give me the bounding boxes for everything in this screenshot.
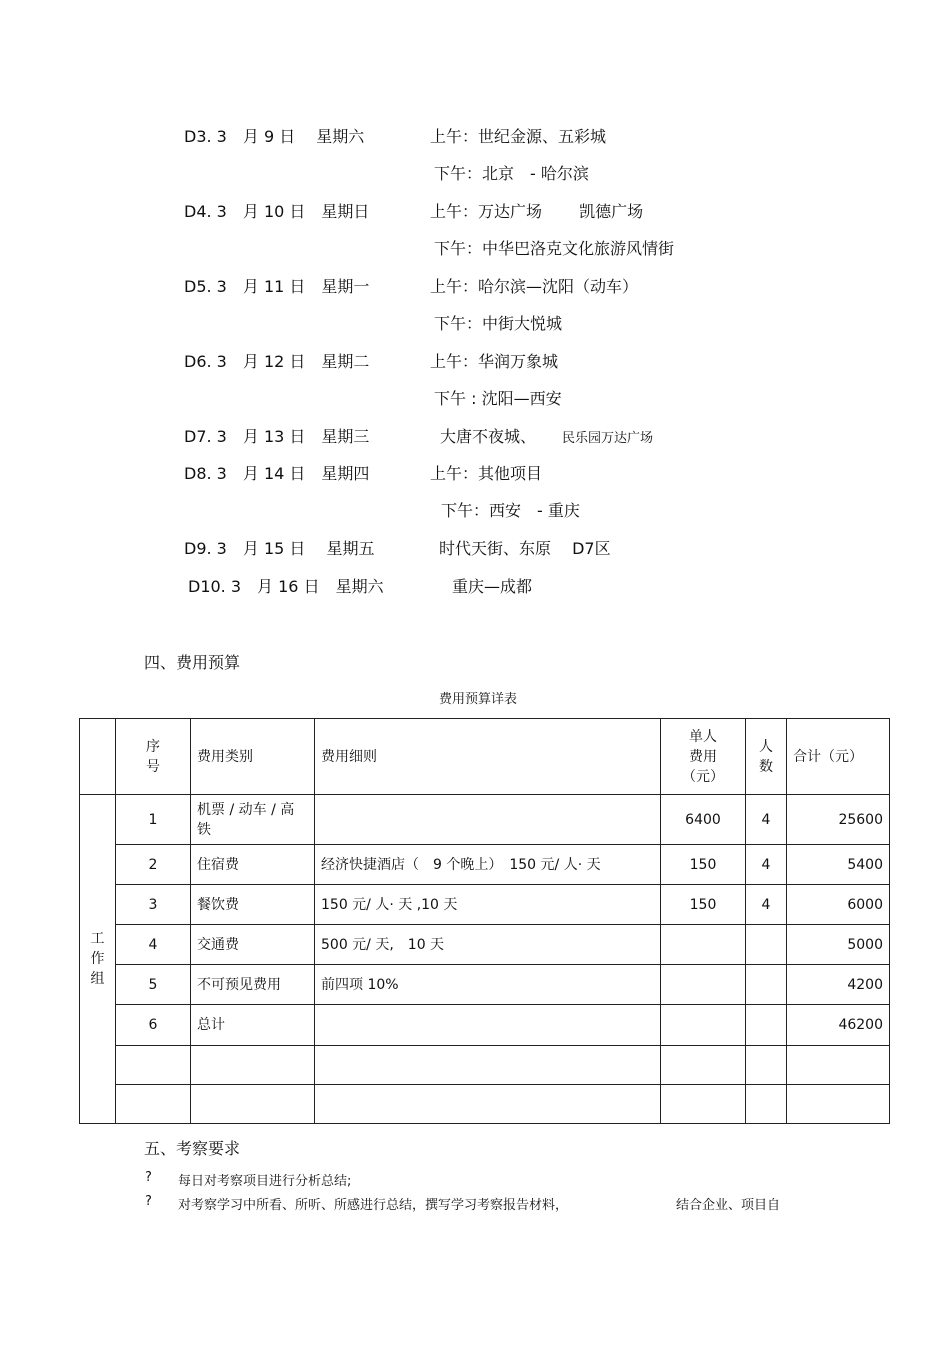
- empty-cell: [116, 1085, 191, 1124]
- cell-detail: [315, 795, 661, 845]
- cell-detail: [315, 1005, 661, 1046]
- table-row: [80, 925, 890, 965]
- cell-detail: 500 元/ 天, 10 天: [315, 925, 661, 965]
- itinerary-day: D7. 3 月 13 日 星期三: [184, 427, 370, 446]
- cell-unit-cost: [661, 1005, 746, 1046]
- cell-headcount: [746, 1005, 787, 1046]
- itinerary-day: D10. 3 月 16 日 星期六: [188, 577, 384, 596]
- table-row: [80, 1005, 890, 1046]
- empty-cell: [116, 1046, 191, 1085]
- header-detail: 费用细则: [315, 719, 661, 795]
- cell-category: 交通费: [191, 925, 315, 965]
- table-header-row: [80, 719, 890, 795]
- itinerary-day: D9. 3 月 15 日 星期五: [184, 539, 375, 558]
- itinerary-activity: 下午：中华巴洛克文化旅游风情街: [434, 239, 675, 258]
- itinerary-day: D3. 3 月 9 日 星期六: [184, 127, 365, 146]
- cell-detail: 前四项 10%: [315, 965, 661, 1005]
- cell-unit-cost: 150: [661, 885, 746, 925]
- cell-seq: 3: [116, 885, 191, 925]
- cell-total: 6000: [787, 885, 890, 925]
- cell-category: 总计: [191, 1005, 315, 1046]
- table-row: [80, 885, 890, 925]
- empty-cell: [787, 1046, 890, 1085]
- cell-unit-cost: 150: [661, 845, 746, 885]
- itinerary-activity: 民乐园万达广场: [562, 431, 654, 446]
- itinerary-day: D4. 3 月 10 日 星期日: [184, 202, 370, 221]
- cell-headcount: 4: [746, 885, 787, 925]
- cell-total: 4200: [787, 965, 890, 1005]
- bullet-mark: ?: [145, 1194, 152, 1209]
- empty-cell: [191, 1085, 315, 1124]
- empty-cell: [787, 1085, 890, 1124]
- itinerary-activity: 重庆—成都: [452, 577, 533, 596]
- cell-headcount: 4: [746, 845, 787, 885]
- header-unit-cost: 单人 费用 （元）: [661, 719, 746, 795]
- cell-unit-cost: 6400: [661, 795, 746, 845]
- header-blank-cell: [80, 719, 116, 795]
- cell-seq: 6: [116, 1005, 191, 1046]
- empty-cell: [661, 1085, 746, 1124]
- cell-seq: 1: [116, 795, 191, 845]
- section-title-budget: 四、费用预算: [144, 653, 241, 672]
- empty-cell: [191, 1046, 315, 1085]
- cell-detail: 经济快捷酒店（ 9 个晚上） 150 元/ 人· 天: [315, 845, 661, 885]
- cell-category: 餐饮费: [191, 885, 315, 925]
- table-row: [80, 965, 890, 1005]
- itinerary-activity: 时代天街、东原 D7区: [439, 539, 611, 558]
- bullet-text: 对考察学习中所看、所听、所感进行总结，撰写学习考察报告材料，: [178, 1198, 569, 1213]
- cell-unit-cost: [661, 965, 746, 1005]
- itinerary-day: D6. 3 月 12 日 星期二: [184, 352, 370, 371]
- itinerary-activity: 上午：其他项目: [430, 464, 543, 483]
- itinerary-activity: 下午 : 沈阳—西安: [434, 389, 562, 408]
- cell-category: 机票 / 动车 / 高 铁: [191, 795, 315, 845]
- bullet-mark: ?: [145, 1170, 152, 1185]
- cell-unit-cost: [661, 925, 746, 965]
- empty-cell: [315, 1085, 661, 1124]
- itinerary-activity: 下午：中街大悦城: [434, 314, 563, 333]
- header-seq: 序 号: [116, 719, 191, 795]
- group-label: 工 作 组: [80, 795, 116, 1124]
- itinerary-activity: 上午：哈尔滨—沈阳（动车）: [430, 277, 639, 296]
- empty-cell: [746, 1085, 787, 1124]
- table-row-empty: [80, 1046, 890, 1085]
- cell-headcount: [746, 965, 787, 1005]
- itinerary-day: D5. 3 月 11 日 星期一: [184, 277, 370, 296]
- itinerary-activity: 下午：西安 - 重庆: [441, 501, 580, 520]
- cell-total: 25600: [787, 795, 890, 845]
- header-category: 费用类别: [191, 719, 315, 795]
- table-row: [80, 795, 890, 845]
- itinerary-day: D8. 3 月 14 日 星期四: [184, 464, 370, 483]
- bullet-text: 每日对考察项目进行分析总结;: [178, 1174, 352, 1189]
- cell-total: 5000: [787, 925, 890, 965]
- cell-category: 住宿费: [191, 845, 315, 885]
- cell-seq: 2: [116, 845, 191, 885]
- empty-cell: [746, 1046, 787, 1085]
- budget-table: [79, 718, 890, 1124]
- itinerary-activity: 上午：万达广场 凯德广场: [430, 202, 644, 221]
- cell-category: 不可预见费用: [191, 965, 315, 1005]
- cell-seq: 5: [116, 965, 191, 1005]
- cell-total: 46200: [787, 1005, 890, 1046]
- cell-detail: 150 元/ 人· 天 ,10 天: [315, 885, 661, 925]
- table-row: [80, 845, 890, 885]
- header-total: 合计（元）: [787, 719, 890, 795]
- cell-seq: 4: [116, 925, 191, 965]
- cell-headcount: [746, 925, 787, 965]
- header-headcount: 人 数: [746, 719, 787, 795]
- table-row-empty: [80, 1085, 890, 1124]
- itinerary-activity: 上午：华润万象城: [430, 352, 559, 371]
- itinerary-activity: 大唐不夜城、: [440, 427, 537, 446]
- empty-cell: [315, 1046, 661, 1085]
- empty-cell: [661, 1046, 746, 1085]
- table-caption: 费用预算详表: [438, 692, 517, 707]
- itinerary-activity: 上午：世纪金源、五彩城: [430, 127, 607, 146]
- cell-headcount: 4: [746, 795, 787, 845]
- bullet-text-continued: 结合企业、项目自: [676, 1198, 781, 1213]
- cell-total: 5400: [787, 845, 890, 885]
- itinerary-activity: 下午：北京 - 哈尔滨: [434, 164, 589, 183]
- section-title-requirements: 五、考察要求: [144, 1139, 241, 1158]
